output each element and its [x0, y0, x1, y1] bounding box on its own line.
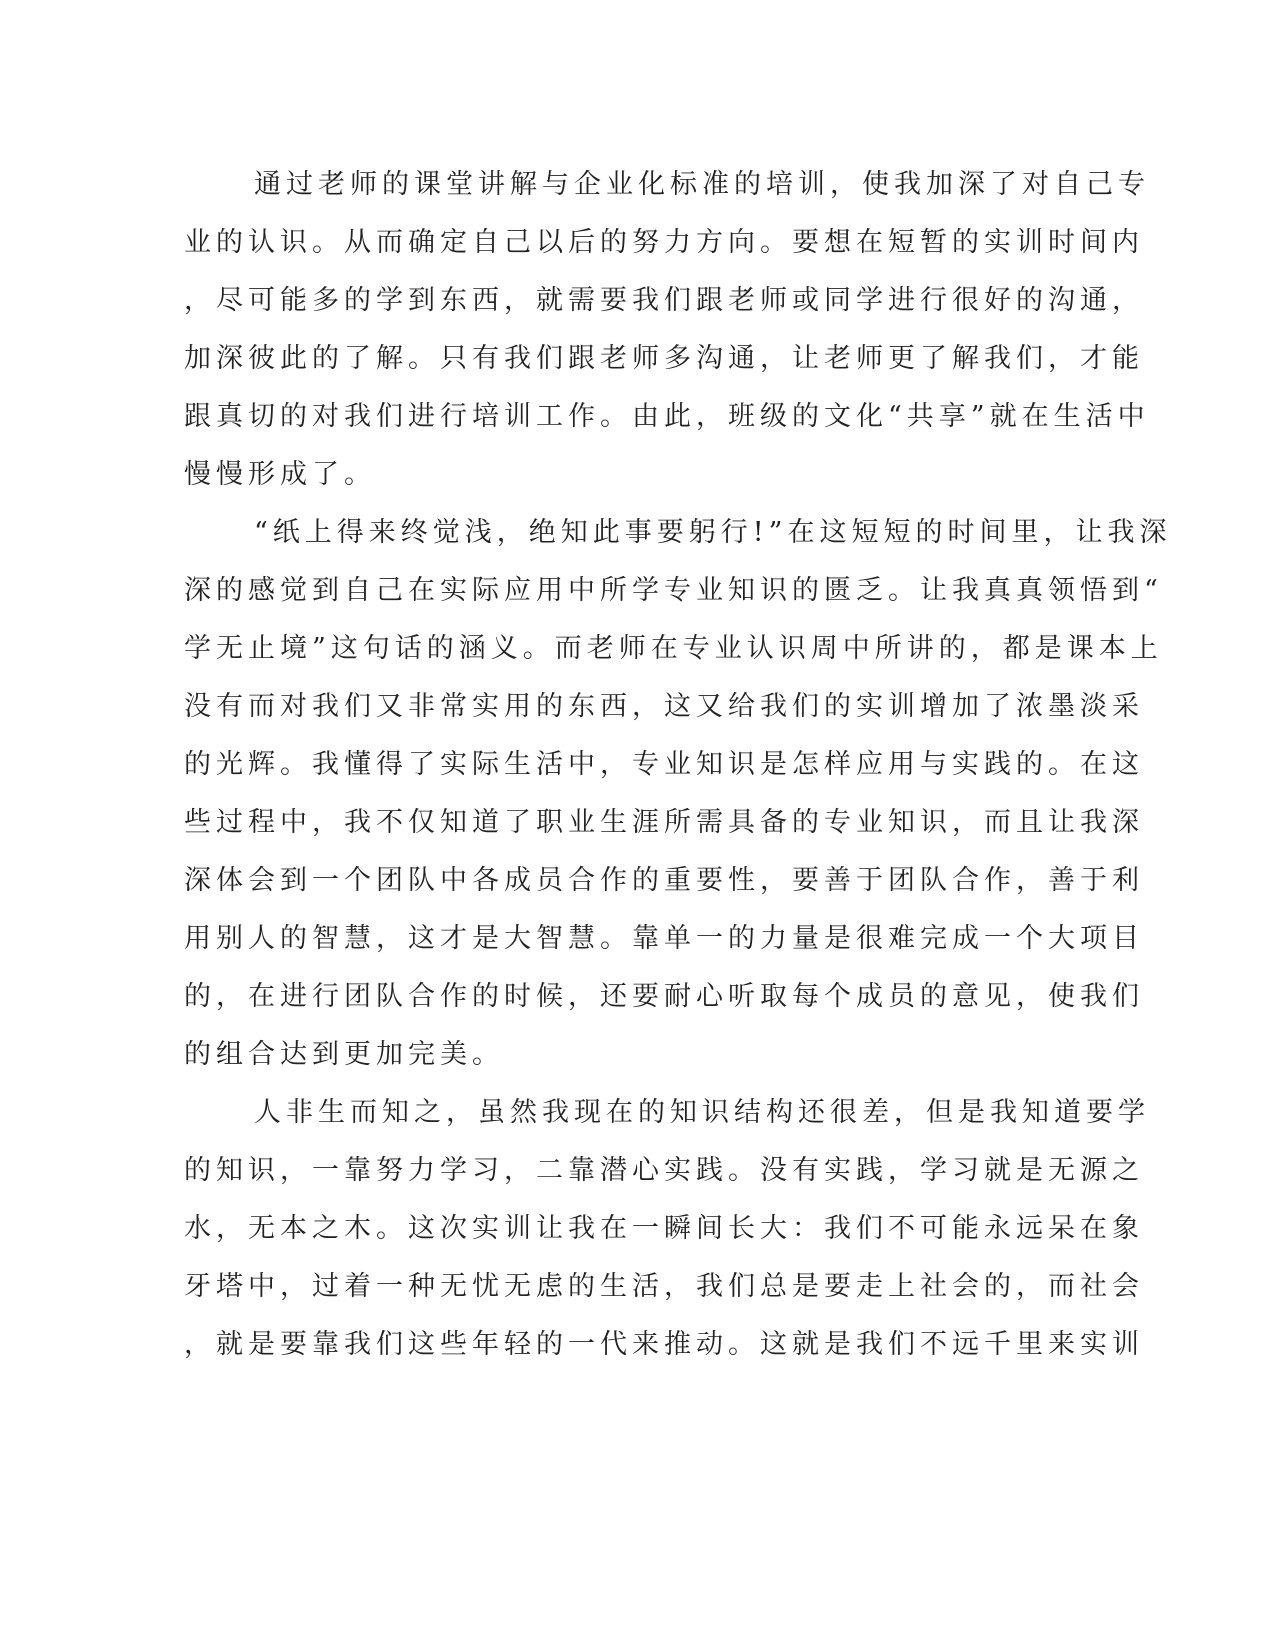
text-line: 慢慢形成了。	[184, 459, 376, 490]
text-line: 加深彼此的了解。只有我们跟老师多沟通，让老师更了解我们，才能	[184, 343, 1144, 374]
text-line: 水，无本之木。这次实训让我在一瞬间长大：我们不可能永远呆在象	[184, 1213, 1144, 1244]
text-line: 些过程中，我不仅知道了职业生涯所需具备的专业知识，而且让我深	[184, 807, 1144, 838]
text-line: 的，在进行团队合作的时候，还要耐心听取每个成员的意见，使我们	[184, 981, 1144, 1012]
text-line: 业的认识。从而确定自己以后的努力方向。要想在短暂的实训时间内	[184, 227, 1144, 258]
text-line: 没有而对我们又非常实用的东西，这又给我们的实训增加了浓墨淡采	[184, 691, 1144, 722]
text-line: 学无止境”这句话的涵义。而老师在专业认识周中所讲的，都是课本上	[184, 633, 1163, 664]
text-line: 跟真切的对我们进行培训工作。由此，班级的文化“共享”就在生活中	[184, 401, 1150, 432]
text-line: ，就是要靠我们这些年轻的一代来推动。这就是我们不远千里来实训	[184, 1329, 1144, 1360]
text-line: 牙塔中，过着一种无忧无虑的生活，我们总是要走上社会的，而社会	[184, 1271, 1144, 1302]
text-line: 用别人的智慧，这才是大智慧。靠单一的力量是很难完成一个大项目	[184, 923, 1144, 954]
text-line: 的组合达到更加完美。	[184, 1039, 504, 1070]
text-line: 的光辉。我懂得了实际生活中，专业知识是怎样应用与实践的。在这	[184, 749, 1144, 780]
text-line: 深的感觉到自己在实际应用中所学专业知识的匮乏。让我真真领悟到“	[184, 575, 1163, 606]
text-line: 的知识，一靠努力学习，二靠潜心实践。没有实践，学习就是无源之	[184, 1155, 1144, 1186]
text-line: 深体会到一个团队中各成员合作的重要性，要善于团队合作，善于利	[184, 865, 1144, 896]
text-line: 通过老师的课堂讲解与企业化标准的培训，使我加深了对自己专	[254, 169, 1150, 200]
text-line: ，尽可能多的学到东西，就需要我们跟老师或同学进行很好的沟通，	[184, 285, 1144, 316]
paragraph-2	[184, 504, 1172, 1084]
text-line: 人非生而知之，虽然我现在的知识结构还很差，但是我知道要学	[254, 1097, 1150, 1128]
text-line: “纸上得来终觉浅，绝知此事要躬行!”在这短短的时间里，让我深	[254, 517, 1172, 548]
document-body	[184, 156, 1172, 1374]
paragraph-1	[184, 156, 1150, 504]
paragraph-3	[184, 1084, 1150, 1374]
